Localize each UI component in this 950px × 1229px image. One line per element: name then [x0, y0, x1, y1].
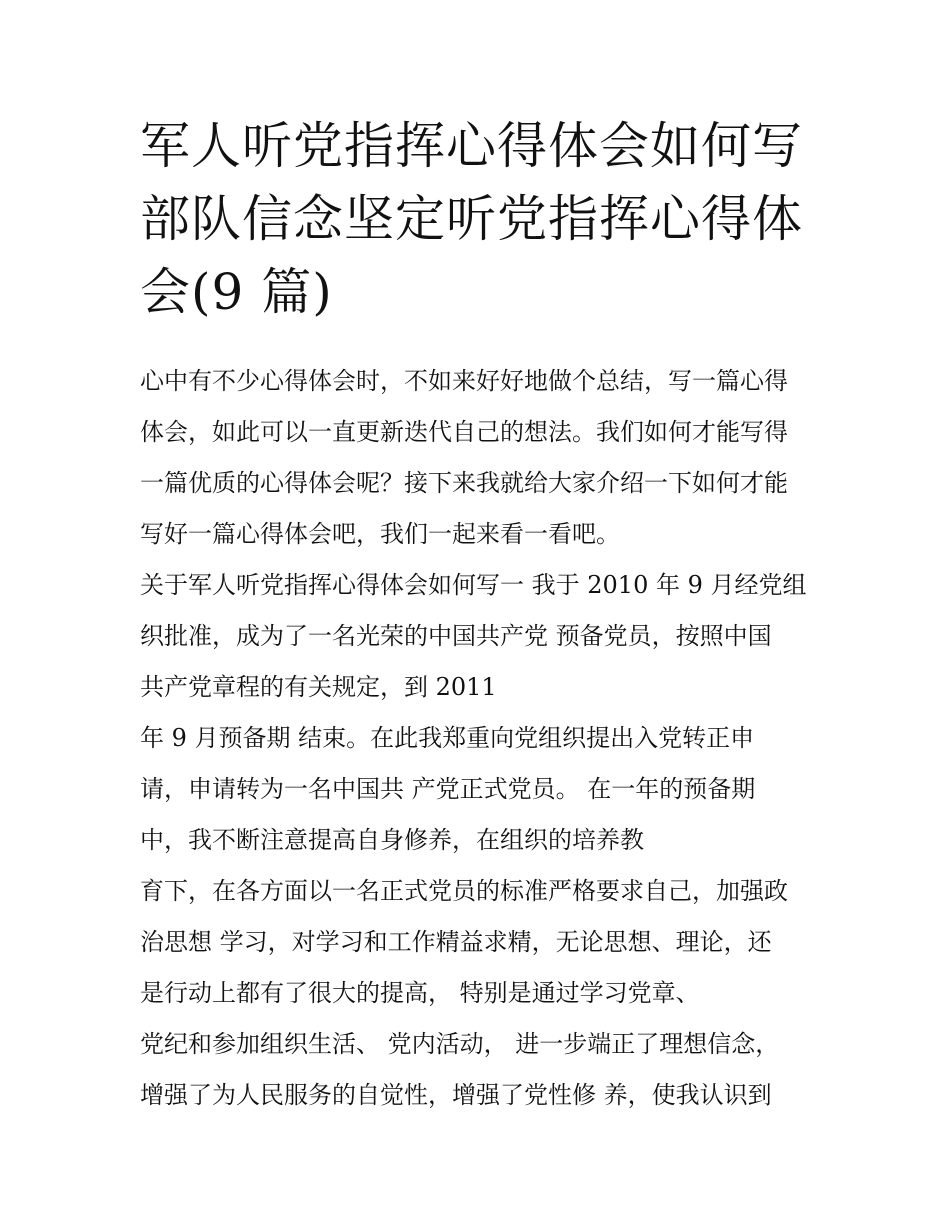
- body-line: 中，我不断注意提高自身修养，在组织的培养教: [140, 826, 644, 854]
- body-line: 织批准，成为了一名光荣的中国共产党 预备党员，按照中国: [140, 622, 772, 650]
- body-line: 增强了为人民服务的自觉性，增强了党性修 养，使我认识到: [140, 1081, 772, 1109]
- body-line: 年 9 月预备期 结束。在此我郑重向党组织提出入党转正申: [140, 724, 755, 752]
- body-line: 关于军人听党指挥心得体会如何写一 我于 2010 年 9 月经党组: [140, 571, 807, 599]
- body-line: 一篇优质的心得体会呢？接下来我就给大家介绍一下如何才能: [140, 469, 788, 497]
- title-line-1: 军人听党指挥心得体会如何写: [140, 117, 803, 175]
- body-line: 育下，在各方面以一名正式党员的标准严格要求自己，加强政: [140, 877, 788, 905]
- body-line: 体会，如此可以一直更新迭代自己的想法。我们如何才能写得: [140, 418, 788, 446]
- body-line: 写好一篇心得体会吧，我们一起来看一看吧。: [140, 520, 620, 548]
- title-line-2: 部队信念坚定听党指挥心得体: [140, 190, 803, 248]
- body-line: 共产党章程的有关规定，到 2011: [140, 673, 497, 701]
- body-line: 是行动上都有了很大的提高， 特别是通过学习党章、: [140, 979, 700, 1007]
- document-title: [140, 110, 820, 329]
- body-line: 治思想 学习，对学习和工作精益求精，无论思想、理论，还: [140, 928, 772, 956]
- document-body: [140, 356, 830, 1121]
- body-line: 心中有不少心得体会时，不如来好好地做个总结，写一篇心得: [140, 367, 788, 395]
- title-line-3: 会(9 篇): [140, 263, 333, 321]
- body-line: 党纪和参加组织生活、 党内活动， 进一步端正了理想信念，: [140, 1030, 780, 1058]
- body-line: 请，申请转为一名中国共 产党正式党员。 在一年的预备期: [140, 775, 756, 803]
